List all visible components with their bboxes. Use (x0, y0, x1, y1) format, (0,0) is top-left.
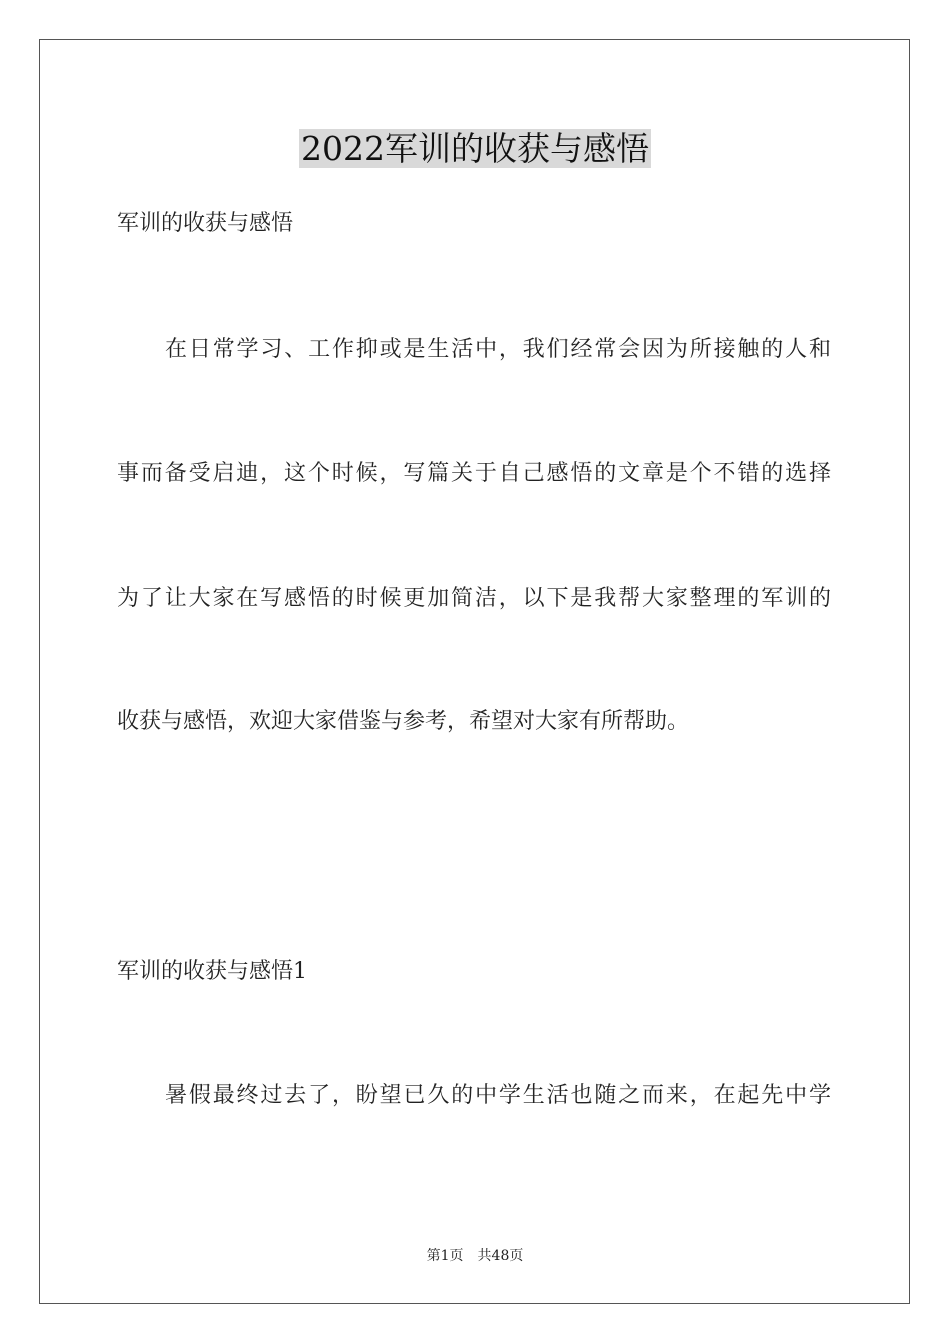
intro-paragraph-line-1: 在日常学习、工作抑或是生活中，我们经常会因为所接触的人和 (165, 337, 831, 362)
page-number: 第1页 (426, 1248, 464, 1264)
document-title (0, 128, 950, 170)
document-subtitle: 军训的收获与感悟 (117, 211, 294, 236)
document-title-text: 2022军训的收获与感悟 (301, 129, 649, 168)
page-total: 共48页 (477, 1248, 524, 1264)
intro-paragraph-line-3: 为了让大家在写感悟的时候更加简洁，以下是我帮大家整理的军训的 (117, 586, 831, 611)
section-paragraph-line-1: 暑假最终过去了，盼望已久的中学生活也随之而来，在起先中学 (165, 1083, 831, 1108)
intro-paragraph-line-4: 收获与感悟，欢迎大家借鉴与参考，希望对大家有所帮助。 (117, 709, 690, 734)
section-heading: 军训的收获与感悟1 (117, 959, 307, 984)
page-footer (0, 1246, 950, 1266)
intro-paragraph-line-2: 事而备受启迪，这个时候，写篇关于自己感悟的文章是个不错的选择 (117, 461, 831, 486)
